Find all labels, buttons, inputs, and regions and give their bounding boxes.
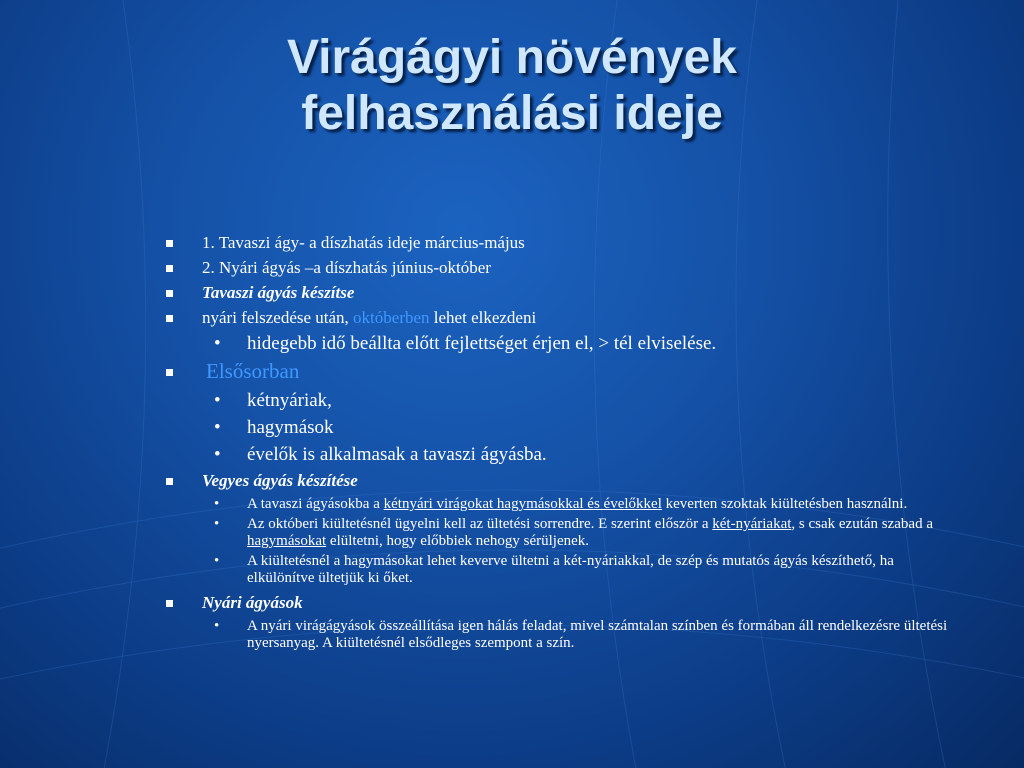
dot-bullet-icon: •	[214, 553, 220, 569]
sub-bullet-item: • Az októberi kiültetésnél ügyelni kell az ültetési sorrendre. E szerint először a két-nyáriakat, s csak ezután szabad a hagymásokat elültetni, hogy előbbiek nehogy sérüljenek.	[214, 516, 933, 549]
bullet-item: Nyári ágyások	[160, 590, 960, 615]
accent-text: októberben	[353, 308, 430, 327]
sub-bullet-item: • A kiültetésnél a hagymásokat lehet keverve ültetni a két-nyáriakkal, de szép és mutatós ágyás készíthető, ha elkülönítve ültetjük ki őket.	[214, 553, 894, 586]
sub-bullet-item: • hagymások	[160, 414, 960, 441]
sub-bullet-item: • hidegebb idő beállta előtt fejlettséget érjen el, > tél elviselése.	[160, 330, 960, 357]
sub-bullet-item: • évelők is alkalmasak a tavaszi ágyásba.	[160, 441, 960, 468]
sub-bullet-item: • kétnyáriak,	[160, 387, 960, 414]
bullet-item: 2. Nyári ágyás –a díszhatás június-október	[160, 255, 960, 280]
dot-bullet-icon: •	[214, 390, 221, 411]
bullet-item: nyári felszedése után, októberben lehet elkezdeni	[160, 305, 960, 330]
square-bullet-icon	[166, 240, 173, 247]
dot-bullet-icon: •	[214, 333, 221, 354]
dot-bullet-icon: •	[214, 496, 220, 512]
square-bullet-icon	[166, 369, 173, 376]
square-bullet-icon	[166, 315, 173, 322]
accent-text: Elsősorban	[206, 359, 300, 383]
dot-bullet-icon: •	[214, 618, 220, 634]
bullet-item: 1. Tavaszi ágy- a díszhatás ideje március-május	[160, 230, 960, 255]
underlined-text: kétnyári virágokat hagymásokkal és évelőkkel	[383, 496, 662, 512]
title-line-1: Virágágyi növények	[287, 31, 737, 84]
bullet-item: Vegyes ágyás készítése	[160, 468, 960, 493]
sub-bullet-item: • A nyári virágágyások összeállítása igen hálás feladat, mivel számtalan színben és formában áll rendelkezésre ültetési nyersanyag. A kiültetésnél elsődleges szempont a szín.	[214, 618, 948, 651]
square-bullet-icon	[166, 600, 173, 607]
dot-bullet-icon: •	[214, 516, 220, 532]
sub-bullet-item: • A tavaszi ágyásokba a kétnyári virágokat hagymásokkal és évelőkkel keverten szoktak kiültetésben használni.	[214, 496, 908, 512]
square-bullet-icon	[166, 478, 173, 485]
square-bullet-icon	[166, 265, 173, 272]
dot-bullet-icon: •	[214, 417, 221, 438]
bullet-item: Tavaszi ágyás készítse	[160, 280, 960, 305]
dot-bullet-icon: •	[214, 444, 221, 465]
slide-title	[0, 30, 1024, 142]
title-line-2: felhasználási ideje	[301, 87, 723, 140]
bullet-list	[160, 230, 960, 655]
underlined-text: két-nyáriakat	[712, 516, 792, 532]
bullet-item	[160, 357, 960, 387]
square-bullet-icon	[166, 290, 173, 297]
underlined-text: hagymásokat	[247, 533, 327, 549]
